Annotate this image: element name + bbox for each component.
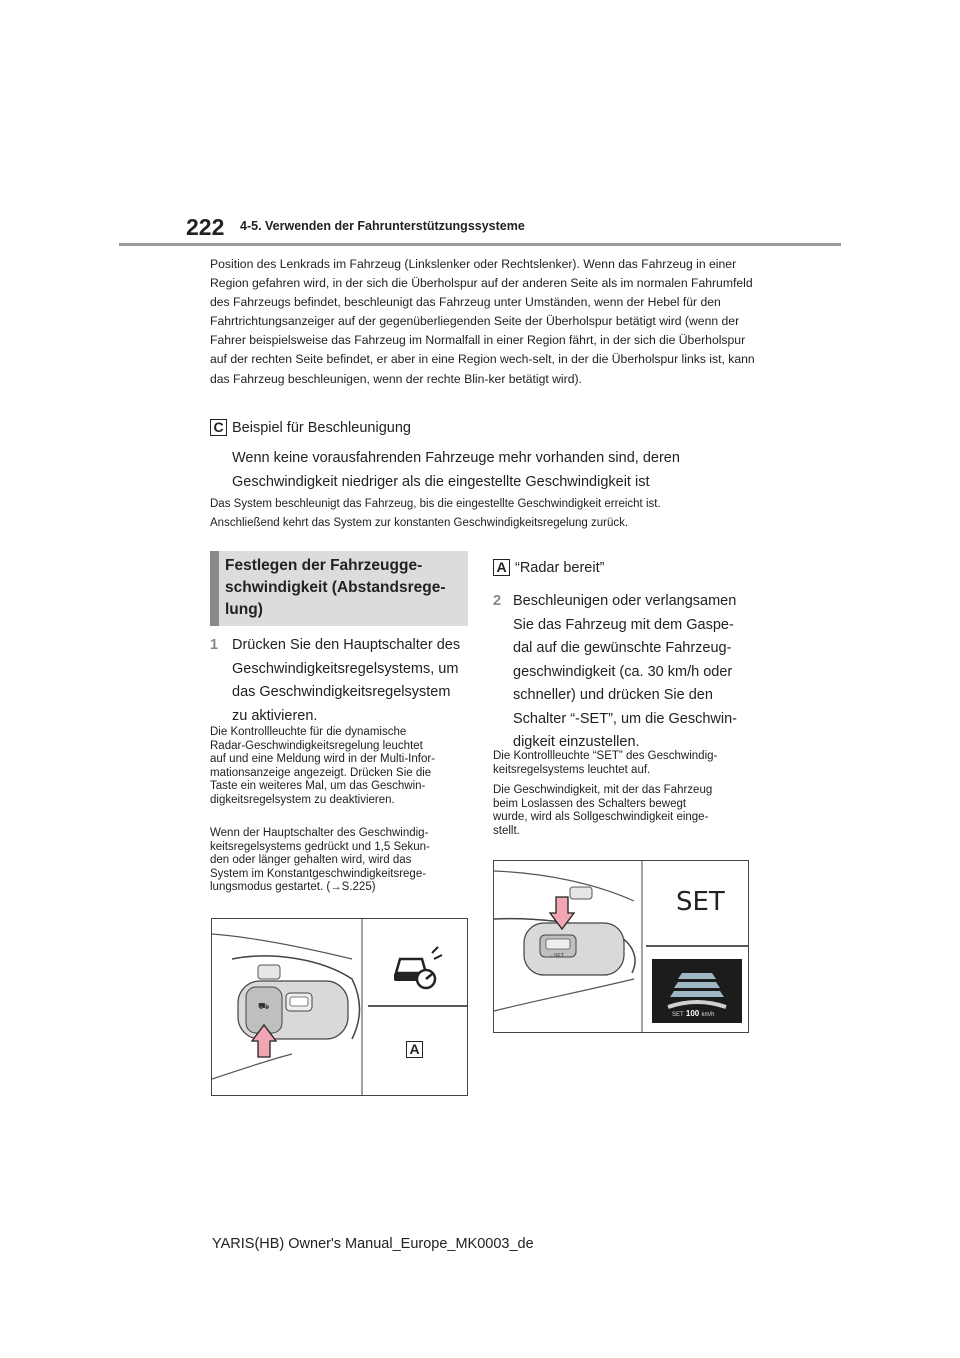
display-set-label: SET bbox=[672, 1012, 684, 1018]
note-line: stellt. bbox=[493, 824, 520, 837]
step-1-note-1 bbox=[210, 726, 470, 807]
note-line: beim Loslassen des Schalters bewegt bbox=[493, 797, 687, 810]
step-line: das Geschwindigkeitsregelsystem bbox=[232, 684, 451, 700]
example-desc-line: Wenn keine vorausfahrenden Fahrzeuge mehr vorhanden sind, deren bbox=[232, 450, 680, 466]
subsection-title-line: lung) bbox=[225, 601, 263, 618]
intro-paragraph: Position des Lenkrads im Fahrzeug (Linkslenker oder Rechtslenker). Wenn das Fahrzeug in einer Region gefahren wird, in der sich die Überholspur auf der anderen Seite als im normalen Fahrumfeld des Fahrzeugs befindet, beschleunigt das Fahrzeug unter Umständen, wenn der Hebel für den Fahrtrichtungsanzeiger auf der gegenüberliegenden Seite der Überholspur betätigt wird (wenn der Fahrer beispielsweise das Fahrzeug im Normalfall in einer Region fährt, in der sich die Überholspur auf der rechten Seite befindet, er aber in eine Region wech-selt, in der die Überholspur links ist, kann das Fahrzeug beschleunigen, wenn der rechte Blin-ker betätigt wird). bbox=[210, 257, 755, 386]
letter-c-label: C bbox=[210, 419, 227, 436]
step-line: geschwindigkeit (ca. 30 km/h oder bbox=[513, 663, 733, 680]
note-line: keitsregelsystems leuchtet auf. bbox=[493, 763, 651, 776]
set-label: SET bbox=[676, 887, 725, 917]
note-line: Radar-Geschwindigkeitsregelung leuchtet bbox=[210, 739, 423, 752]
step-2-note-2 bbox=[493, 784, 758, 838]
note-line: digkeitsregelsystem zu deaktivieren. bbox=[210, 793, 395, 806]
section-header: 4-5. Verwenden der Fahrunterstützungssysteme bbox=[240, 219, 525, 233]
step-line: Beschleunigen oder verlangsamen bbox=[513, 593, 737, 609]
figure-main-switch bbox=[211, 918, 468, 1096]
note-line: den oder länger gehalten wird, wird das bbox=[210, 854, 412, 866]
step-line: zu aktivieren. bbox=[232, 707, 318, 724]
step-2 bbox=[493, 590, 763, 750]
note-line: Taste ein weiteres Mal, um das Geschwin- bbox=[210, 780, 426, 792]
example-description bbox=[232, 446, 752, 494]
radar-ready-line bbox=[493, 559, 604, 576]
note-line: Die Kontrollleuchte “SET” des Geschwindig- bbox=[493, 750, 718, 762]
note-line: auf und eine Meldung wird in der Multi-Infor- bbox=[210, 753, 436, 765]
step-number: 2 bbox=[493, 593, 502, 609]
step-text bbox=[232, 634, 472, 728]
display-speed-value: 100 bbox=[685, 1009, 700, 1018]
step-line: Drücken Sie den Hauptschalter des bbox=[232, 637, 461, 653]
note-line: wurde, wird als Sollgeschwindigkeit einge- bbox=[493, 811, 709, 823]
header-rule bbox=[119, 243, 841, 246]
example-note-line: Das System beschleunigt das Fahrzeug, bis die eingestellte Geschwindigkeit erreicht ist. bbox=[210, 498, 661, 510]
example-title: Beispiel für Beschleunigung bbox=[232, 419, 411, 436]
step-line: schneller) und drücken Sie den bbox=[513, 687, 713, 703]
radar-cruise-icon bbox=[394, 947, 442, 988]
example-desc-line: Geschwindigkeit niedriger als die eingestellte Geschwindigkeit ist bbox=[232, 474, 650, 490]
step-number: 1 bbox=[210, 637, 219, 653]
note-line: Die Kontrollleuchte für die dynamische bbox=[210, 726, 407, 738]
figure-set-switch bbox=[493, 860, 749, 1033]
svg-text:⛟: ⛟ bbox=[258, 1002, 270, 1012]
steering-switch-illustration bbox=[212, 919, 468, 1096]
speed-readout bbox=[672, 1009, 715, 1018]
step-1-note-2 bbox=[210, 827, 470, 895]
example-heading bbox=[210, 419, 411, 436]
step-line: Geschwindigkeitsregelsystems, um bbox=[232, 660, 459, 677]
page-number: 222 bbox=[186, 214, 225, 240]
note-line: Die Geschwindigkeit, mit der das Fahrzeug bbox=[493, 784, 713, 796]
step-line: Schalter “-SET”, um die Geschwin- bbox=[513, 710, 738, 727]
step-text bbox=[513, 590, 763, 755]
footer-text: YARIS(HB) Owner's Manual_Europe_MK0003_de bbox=[212, 1236, 534, 1252]
display-speed-unit: km/h bbox=[701, 1012, 715, 1018]
subsection-title-line: schwindigkeit (Abstandsrege- bbox=[225, 579, 446, 596]
note-line: Wenn der Hauptschalter des Geschwindig- bbox=[210, 827, 429, 839]
note-line: lungsmodus gestartet. (→S.225) bbox=[210, 881, 376, 893]
note-line: keitsregelsystems gedrückt und 1,5 Sekun- bbox=[210, 840, 430, 853]
example-note bbox=[210, 495, 755, 533]
step-line: digkeit einzustellen. bbox=[513, 734, 640, 750]
radar-ready-text: “Radar bereit” bbox=[515, 559, 605, 576]
step-line: dal auf die gewünschte Fahrzeug- bbox=[513, 640, 732, 656]
note-line: System im Konstantgeschwindigkeitsrege- bbox=[210, 867, 427, 880]
note-line: mationsanzeige angezeigt. Drücken Sie die bbox=[210, 766, 432, 779]
letter-a-label: A bbox=[493, 559, 510, 576]
step-2-note-1 bbox=[493, 750, 758, 777]
switch-set-label: - SET bbox=[551, 953, 564, 959]
step-line: Sie das Fahrzeug mit dem Gaspe- bbox=[513, 616, 734, 633]
example-note-line: Anschließend kehrt das System zur konstanten Geschwindigkeitsregelung zurück. bbox=[210, 517, 629, 529]
step-1 bbox=[210, 634, 470, 734]
subsection-title-line: Festlegen der Fahrzeugge- bbox=[225, 557, 423, 574]
subsection-title-box bbox=[210, 551, 468, 626]
letter-a-label: A bbox=[406, 1041, 423, 1058]
